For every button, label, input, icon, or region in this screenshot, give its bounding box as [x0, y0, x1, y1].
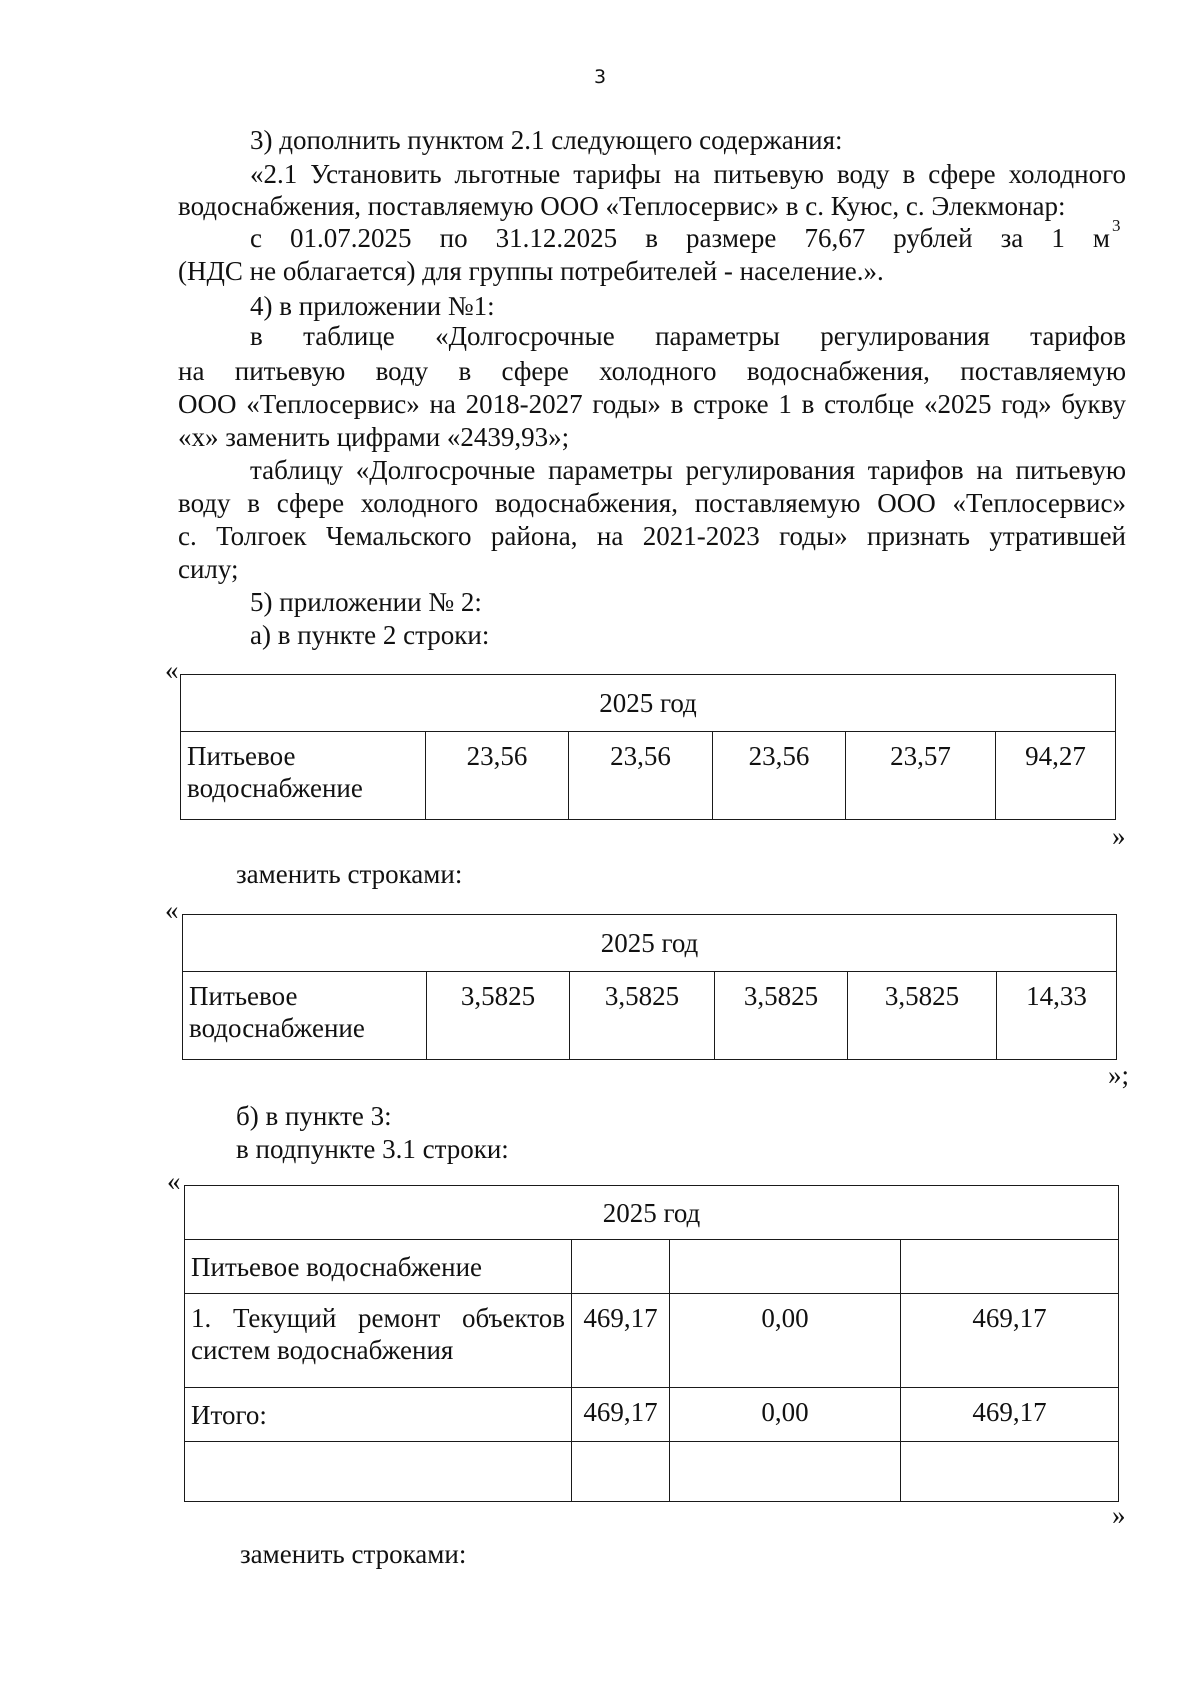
close-quote-2: »;	[1108, 1060, 1130, 1090]
paragraph-21-line2: водоснабжения, поставляемую ООО «Теплосервис» в с. Куюс, с. Элекмонар:	[178, 191, 1066, 221]
paragraph-5a: а) в пункте 2 строки:	[250, 620, 490, 650]
table-1-cell: 23,57	[846, 732, 996, 820]
table-3-header: 2025 год	[185, 1186, 1119, 1240]
table-3-cell: 469,17	[572, 1294, 670, 1388]
replace-text-1: заменить строками:	[236, 859, 463, 889]
table-2-cell: 3,5825	[570, 972, 715, 1060]
table-2-cell: 3,5825	[715, 972, 848, 1060]
close-quote-3: »	[1112, 1500, 1126, 1530]
open-quote-1: «	[165, 655, 179, 685]
page-number: 3	[593, 66, 607, 88]
paragraph-21-line1: «2.1 Установить льготные тарифы на питьевую воду в сфере холодного	[250, 159, 1126, 189]
table-2-cell: 14,33	[997, 972, 1117, 1060]
table-3-empty-cell	[572, 1240, 670, 1294]
table-1-cell: 23,56	[426, 732, 569, 820]
paragraph-4-line3: ООО «Теплосервис» на 2018-2027 годы» в строке 1 в столбце «2025 год» букву	[178, 389, 1126, 419]
table-3-cell: 469,17	[901, 1294, 1119, 1388]
paragraph-4-intro: 4) в приложении №1:	[250, 291, 495, 321]
close-quote-1: »	[1112, 821, 1126, 851]
table-3-cell: 469,17	[901, 1388, 1119, 1442]
tariff-line2: (НДС не облагается) для группы потребителей - население.».	[178, 256, 884, 286]
table-3-cell: 469,17	[572, 1388, 670, 1442]
paragraph-3-intro: 3) дополнить пунктом 2.1 следующего содержания:	[250, 125, 843, 155]
table-2-cell: 3,5825	[427, 972, 570, 1060]
table-2-row-label: Питьевое водоснабжение	[183, 972, 427, 1060]
paragraph-4b-line2: воду в сфере холодного водоснабжения, поставляемую ООО «Теплосервис»	[178, 488, 1126, 518]
table-3-row-label: 1. Текущий ремонт объектов систем водоснабжения	[185, 1294, 572, 1388]
tariff-line1	[250, 222, 1110, 254]
table-3-cell: 0,00	[670, 1388, 901, 1442]
table-3-empty-cell	[670, 1442, 901, 1502]
paragraph-5b: б) в пункте 3:	[236, 1101, 392, 1131]
table-2-cell: 3,5825	[848, 972, 997, 1060]
open-quote-3: «	[167, 1166, 181, 1196]
table-1-header: 2025 год	[181, 675, 1116, 732]
paragraph-4b-line4: силу;	[178, 554, 239, 584]
table-1-cell: 94,27	[996, 732, 1116, 820]
table-2-header: 2025 год	[183, 915, 1117, 972]
replace-text-2: заменить строками:	[240, 1539, 467, 1569]
paragraph-4-line1: в таблице «Долгосрочные параметры регулирования тарифов	[250, 321, 1126, 351]
open-quote-2: «	[165, 895, 179, 925]
table-3-section-label: Питьевое водоснабжение	[185, 1240, 572, 1294]
paragraph-5b-sub: в подпункте 3.1 строки:	[236, 1134, 509, 1164]
table-2	[182, 914, 1117, 1060]
table-3-empty-cell	[670, 1240, 901, 1294]
table-1-cell: 23,56	[569, 732, 713, 820]
table-3-cell: 0,00	[670, 1294, 901, 1388]
table-1-cell: 23,56	[713, 732, 846, 820]
paragraph-4-line4: «х» заменить цифрами «2439,93»;	[178, 422, 570, 452]
table-3	[184, 1185, 1119, 1502]
document-page: 3 3) дополнить пунктом 2.1 следующего содержания: «2.1 Установить льготные тарифы на питьевую воду в сфере холодного водоснабжения, поставляемую ООО «Теплосервис» в с. Куюс, с. Элекмонар: с 01.07.2025 по 31.12.2025 в размере 76,67 рублей за 1 м 3 (НДС не облагается) для группы потребителей - население.». 4) в приложении №1: в таблице «Долгосрочные параметры регулирования тарифов на питьевую воду в сфере холодного водоснабжения, поставляемую ООО «Теплосервис» на 2018-2027 годы» в строке 1 в столбце «2025 год» букву «х» заменить цифрами «2439,93»; таблицу «Долгосрочные параметры регулирования тарифов на питьевую воду в сфере холодного водоснабжения, поставляемую ООО «Теплосервис» с. Толгоек Чемальского района, на 2021-2023 годы» признать утратившей силу; 5) приложении № 2: а) в пункте 2 строки: « 2025 год Питьевое водоснабжение 23,56 23,56 23,56 23,57 94,27 » заменить строками: « 2025 год Питьевое водоснабжение 3,5825 3,5825 3,5825 3,5825 14,33 »; б) в пункте 3: в подпункте 3.1 строки: « 2025 год Питьевое водоснабжение 1. Текущий ремонт объектов систем водоснабжения 469,17 0,00 469,17 Итого: 469,17 0,00 469,17 » заменить строками:	[0, 0, 1200, 1697]
paragraph-4b-line3: с. Толгоек Чемальского района, на 2021-2023 годы» признать утратившей	[178, 521, 1126, 551]
table-3-empty-cell	[185, 1442, 572, 1502]
table-1-row-label: Питьевое водоснабжение	[181, 732, 426, 820]
table-3-empty-cell	[901, 1442, 1119, 1502]
table-3-empty-cell	[572, 1442, 670, 1502]
paragraph-5-intro: 5) приложении № 2:	[250, 587, 482, 617]
table-3-empty-cell	[901, 1240, 1119, 1294]
paragraph-4b-line1: таблицу «Долгосрочные параметры регулирования тарифов на питьевую	[250, 455, 1126, 485]
paragraph-4-line2: на питьевую воду в сфере холодного водоснабжения, поставляемую	[178, 356, 1126, 386]
table-1	[180, 674, 1116, 820]
table-3-total-label: Итого:	[185, 1388, 572, 1442]
tariff-text: с 01.07.2025 по 31.12.2025 в размере 76,67 рублей за 1 м	[250, 223, 1110, 253]
